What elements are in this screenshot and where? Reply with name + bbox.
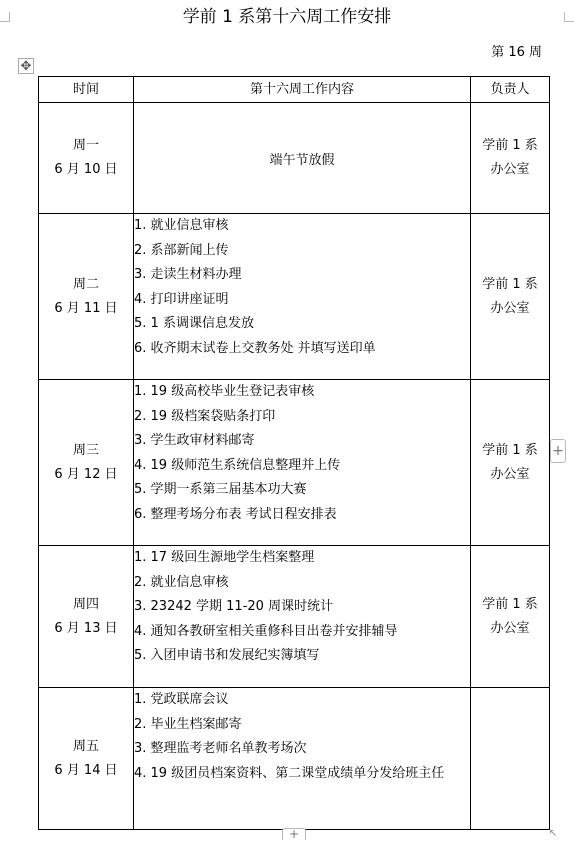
task-item: 1. 就业信息审核 xyxy=(134,218,229,233)
day-label: 周一 xyxy=(72,138,99,153)
task-item: 1. 19 级高校毕业生登记表审核 xyxy=(134,384,315,399)
header-owner: 负责人 xyxy=(471,77,550,103)
date-label: 6 月 10 日 xyxy=(54,162,118,177)
task-item: 3. 走读生材料办理 xyxy=(134,267,242,282)
owner-line-2: 办公室 xyxy=(490,162,530,177)
task-item: 3. 23242 学期 11-20 周课时统计 xyxy=(134,599,334,614)
content-cell-wednesday[interactable] xyxy=(134,380,471,546)
day-cell-tuesday[interactable] xyxy=(39,214,134,380)
content-cell-tuesday[interactable] xyxy=(134,214,471,380)
task-list xyxy=(134,546,470,669)
task-item: 1. 17 级回生源地学生档案整理 xyxy=(134,550,315,565)
task-item: 6. 收齐期末试卷上交教务处 并填写送印单 xyxy=(134,340,376,356)
owner-line-1: 学前 1 系 xyxy=(482,138,538,153)
task-item: 4. 通知各教研室相关重修科目出卷并安排辅导 xyxy=(134,623,398,639)
owner-line-1: 学前 1 系 xyxy=(482,596,538,612)
task-list xyxy=(134,214,470,361)
day-label: 周二 xyxy=(72,276,99,292)
task-item: 2. 系部新闻上传 xyxy=(134,242,229,258)
owner-line-1: 学前 1 系 xyxy=(482,442,538,458)
date-label: 6 月 11 日 xyxy=(54,300,118,316)
task-item: 5. 入团申请书和发展纪实簿填写 xyxy=(134,648,320,663)
task-item: 2. 就业信息审核 xyxy=(134,574,229,590)
table-row-friday xyxy=(39,688,550,830)
day-cell-friday[interactable] xyxy=(39,688,134,830)
task-item: 1. 党政联席会议 xyxy=(134,692,229,707)
table-row-wednesday xyxy=(39,380,550,546)
task-list xyxy=(134,688,470,786)
content-cell-friday[interactable] xyxy=(134,688,471,830)
owner-cell-tuesday[interactable] xyxy=(471,214,550,380)
task-item: 4. 19 级师范生系统信息整理并上传 xyxy=(134,457,341,473)
header-time: 时间 xyxy=(39,77,134,103)
day-label: 周四 xyxy=(72,596,99,612)
day-cell-wednesday[interactable] xyxy=(39,380,134,546)
owner-line-2: 办公室 xyxy=(490,466,530,482)
week-label: 第 16 周 xyxy=(491,45,542,60)
day-cell-thursday[interactable] xyxy=(39,546,134,688)
owner-line-2: 办公室 xyxy=(490,300,530,316)
task-item: 2. 19 级档案袋贴条打印 xyxy=(134,408,276,424)
task-item: 4. 19 级团员档案资料、第二课堂成绩单分发给班主任 xyxy=(134,765,445,781)
owner-cell-wednesday[interactable] xyxy=(471,380,550,546)
table-header-row xyxy=(39,77,550,103)
date-label: 6 月 12 日 xyxy=(54,466,118,482)
task-item: 3. 整理监考老师名单教考场次 xyxy=(134,741,307,756)
content-cell-thursday[interactable] xyxy=(134,546,471,688)
task-item: 5. 1 系调课信息发放 xyxy=(134,316,254,331)
table-row-monday xyxy=(39,103,550,214)
table-row-thursday xyxy=(39,546,550,688)
schedule-table xyxy=(38,76,550,830)
task-item: 6. 整理考场分布表 考试日程安排表 xyxy=(134,506,337,522)
owner-cell-friday[interactable] xyxy=(471,688,550,830)
table-move-handle-icon[interactable]: ✥ xyxy=(18,58,34,74)
task-item: 4. 打印讲座证明 xyxy=(134,291,229,307)
owner-line-1: 学前 1 系 xyxy=(482,276,538,292)
date-label: 6 月 14 日 xyxy=(54,762,118,778)
holiday-text: 端午节放假 xyxy=(269,152,335,168)
owner-cell-monday[interactable] xyxy=(471,103,550,214)
content-cell-monday[interactable] xyxy=(134,103,471,214)
document-title: 学前 1 系第十六周工作安排 xyxy=(182,7,392,27)
day-label: 周五 xyxy=(72,738,99,754)
task-item: 3. 学生政审材料邮寄 xyxy=(134,433,255,448)
day-cell-monday[interactable] xyxy=(39,103,134,214)
table-row-tuesday xyxy=(39,214,550,380)
owner-cell-thursday[interactable] xyxy=(471,546,550,688)
header-content: 第十六周工作内容 xyxy=(134,77,471,103)
table-resize-handle-icon[interactable]: ↖ xyxy=(548,828,558,839)
task-item: 2. 毕业生档案邮寄 xyxy=(134,716,242,732)
add-row-button[interactable]: + xyxy=(282,828,306,840)
task-item: 5. 学期一系第三届基本功大赛 xyxy=(134,482,307,497)
add-column-button[interactable]: + xyxy=(550,439,566,463)
task-list xyxy=(134,380,470,527)
owner-line-2: 办公室 xyxy=(490,620,530,636)
date-label: 6 月 13 日 xyxy=(54,620,118,636)
day-label: 周三 xyxy=(72,442,99,458)
